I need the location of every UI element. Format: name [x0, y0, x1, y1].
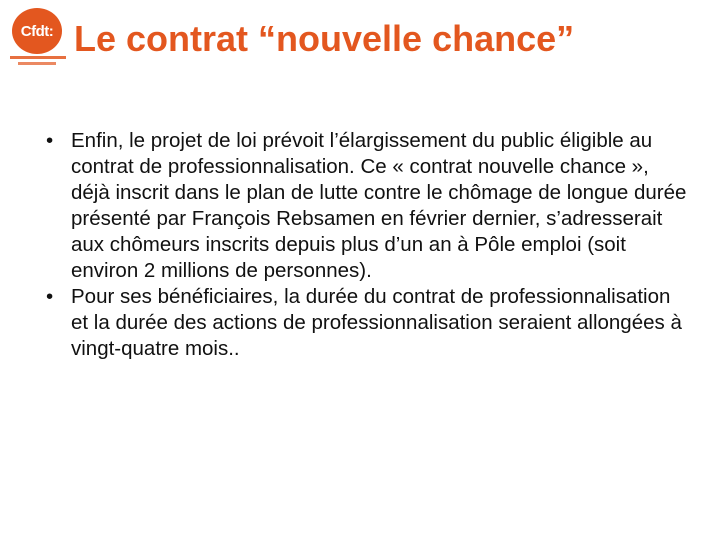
bullet-item — [40, 128, 690, 284]
slide-title: Le contrat “nouvelle chance” — [74, 18, 575, 59]
logo-tagline-line — [10, 56, 66, 59]
logo-text: Cfdt: — [20, 22, 54, 40]
cfdt-logo — [8, 6, 66, 70]
logo-badge — [12, 8, 62, 54]
logo-tagline-line — [18, 62, 56, 65]
bullet-text: Pour ses bénéficiaires, la durée du contrat de professionnalisation et la durée des actions de professionnalisation seraient allongées à vingt-quatre mois.. — [71, 285, 682, 360]
bullet-item — [40, 284, 690, 362]
bullet-dot: • — [46, 285, 54, 308]
bullet-dot: • — [46, 129, 54, 152]
bullet-list — [40, 128, 690, 362]
bullet-text: Enfin, le projet de loi prévoit l’élargissement du public éligible au contrat de professionnalisation. Ce « contrat nouvelle chance », déjà inscrit dans le plan de lutte contre le chômage de longue durée présenté par François Rebsamen en février dernier, s’adresserait aux chômeurs inscrits depuis plus d’un an à Pôle emploi (soit environ 2 millions de personnes). — [71, 129, 687, 282]
